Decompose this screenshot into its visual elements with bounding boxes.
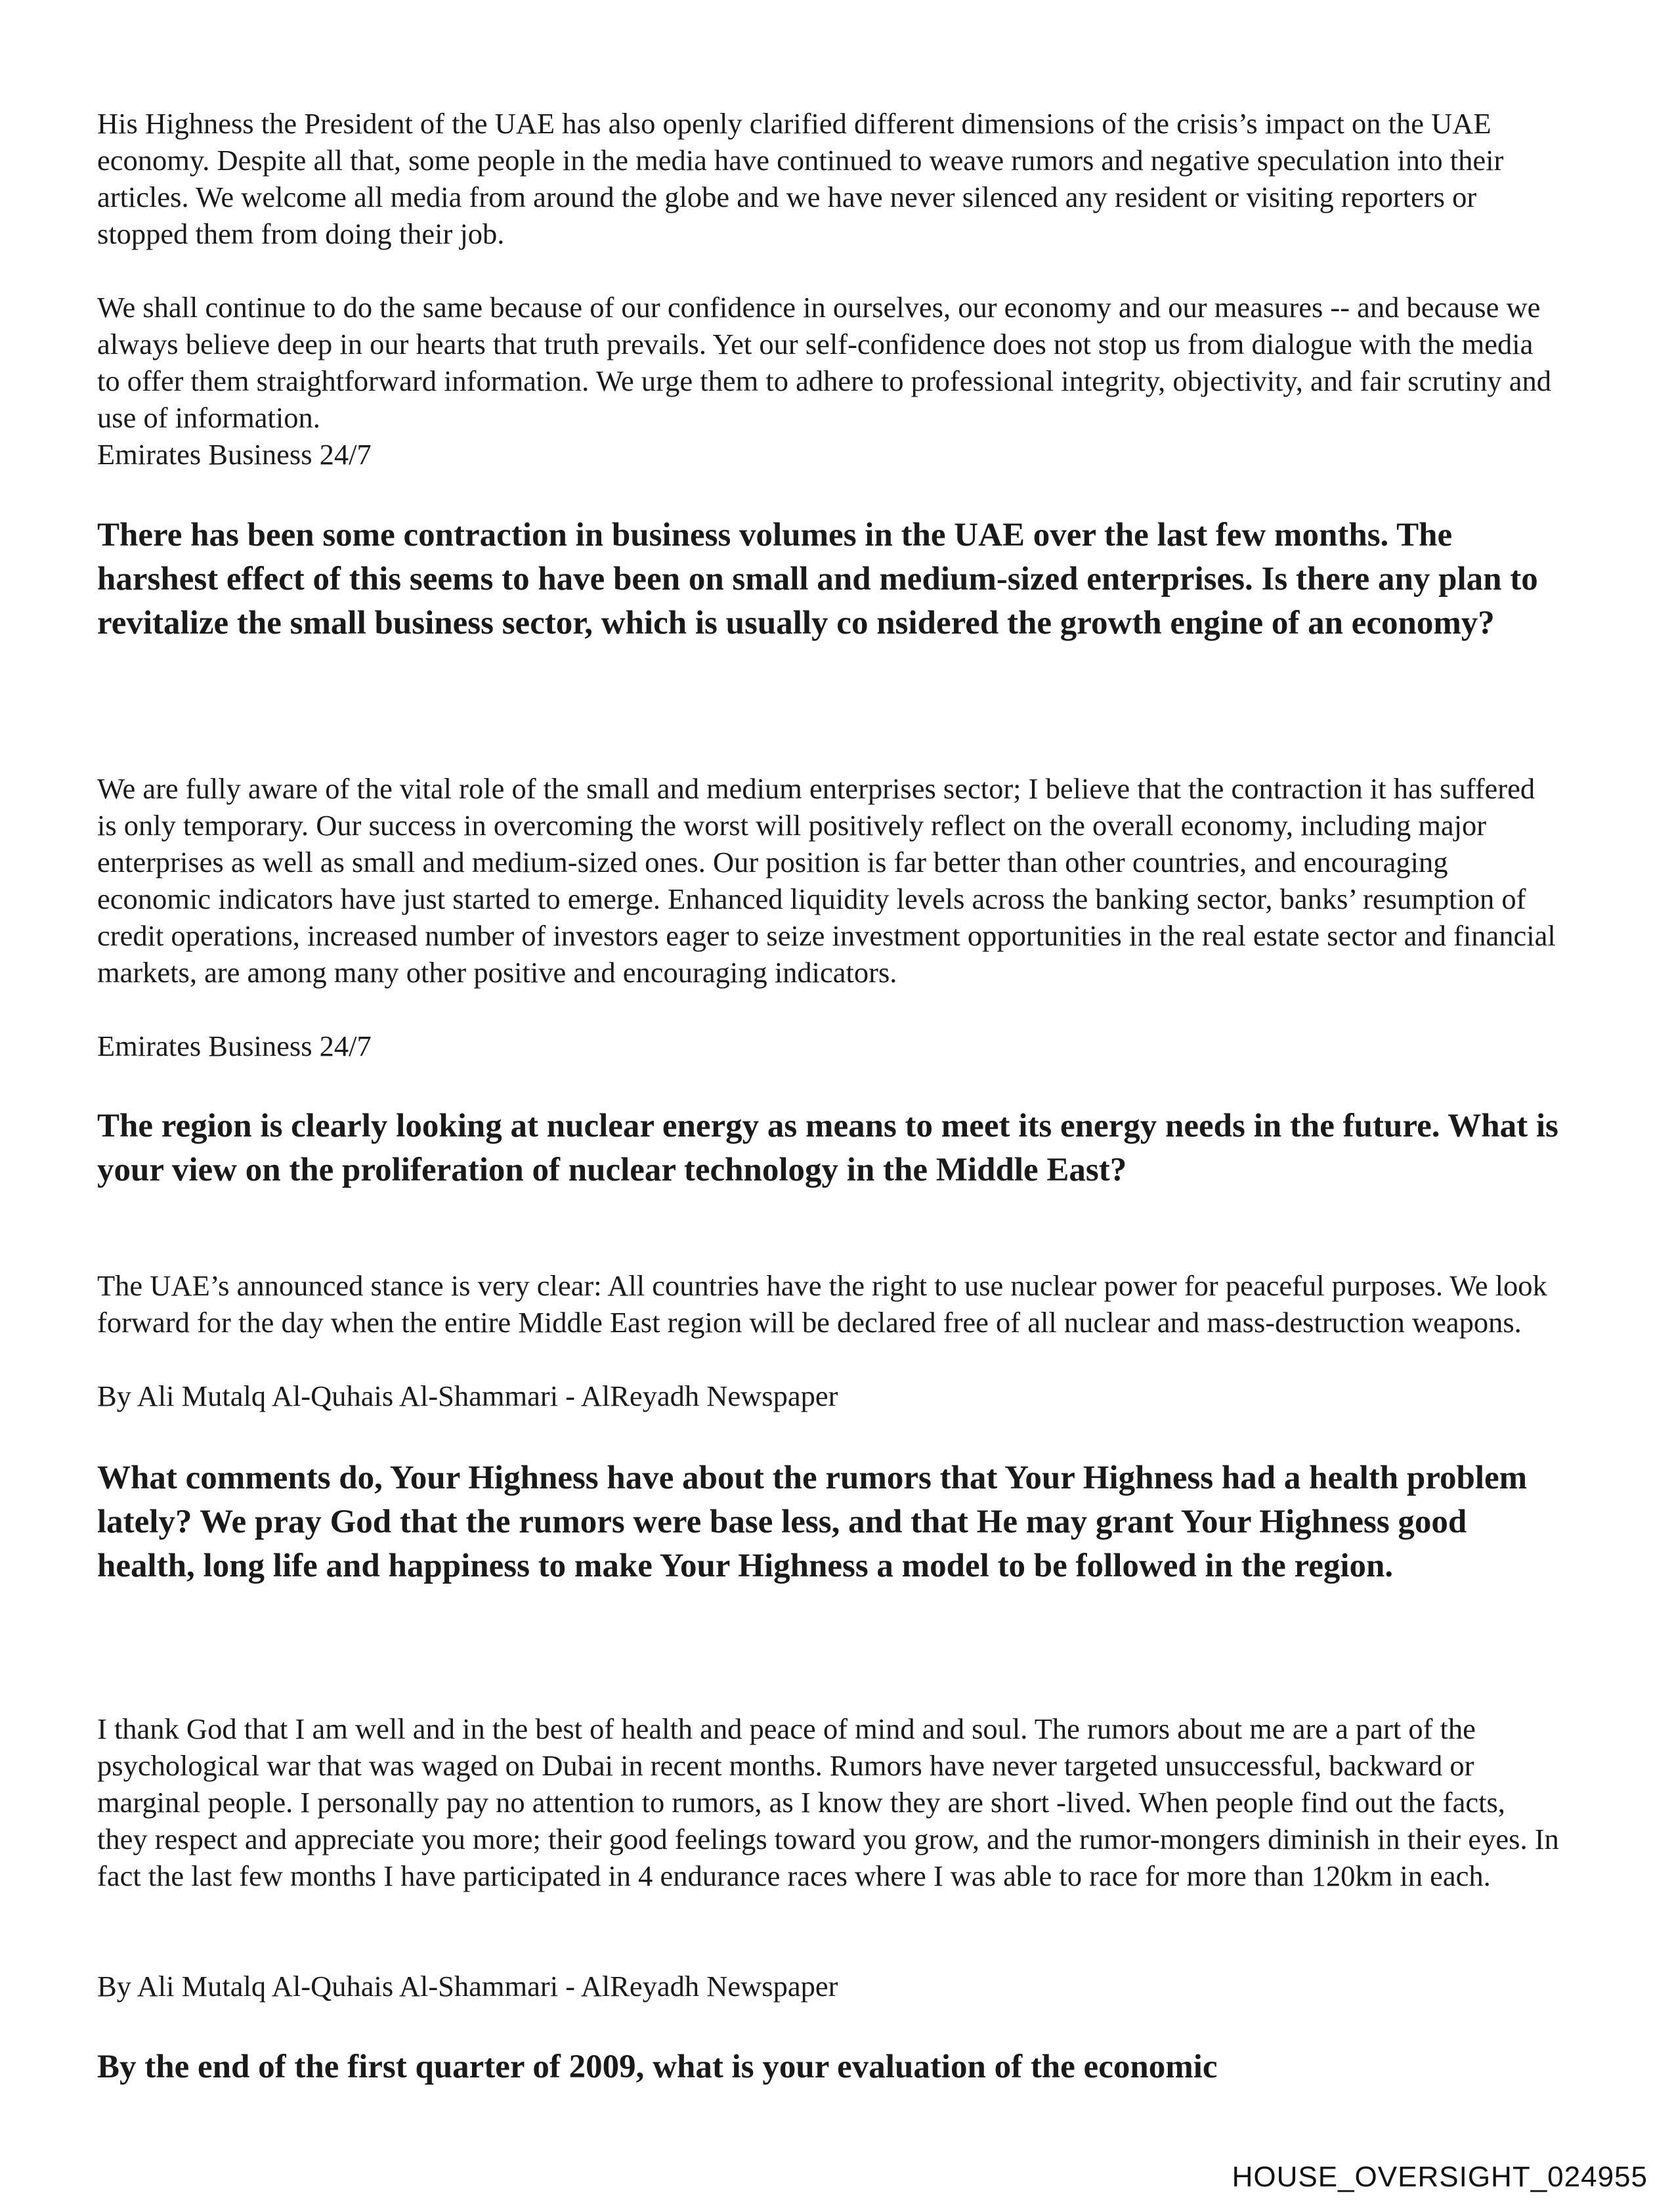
answer-paragraph: [97, 105, 1561, 252]
answer-paragraph: [97, 770, 1561, 991]
question-text: What comments do, Your Highness have about the rumors that Your Highness had a health problem lately? We pray God that the rumors were base less, and that He may grant Your Highness good health, long life and happiness to make Your Highness a model to be followed in the region.: [97, 1460, 1528, 1584]
question-text: By the end of the first quarter of 2009, what is your evaluation of the economic: [97, 2049, 1218, 2085]
source-text: By Ali Mutalq Al-Quhais Al-Shammari - AlReyadh Newspaper: [97, 1379, 838, 1412]
interview-question: [97, 513, 1561, 645]
question-text: The region is clearly looking at nuclear energy as means to meet its energy needs in the future. What is your view on the proliferation of nuclear technology in the Middle East?: [97, 1108, 1558, 1188]
answer-text: I thank God that I am well and in the best of health and peace of mind and soul. The rumors about me are a part of the psychological war that was waged on Dubai in recent months. Rumors have never targeted unsuccessful, backward or marginal people. I personally pay no attention to rumors, as I know they are short -lived. When people find out the facts, they respect and appreciate you more; their good feelings toward you grow, and the rumor-mongers diminish in their eyes. In fact the last few months I have participated in 4 endurance races where I was able to race for more than 120km in each.: [97, 1712, 1559, 1892]
source-text: By Ali Mutalq Al-Quhais Al-Shammari - AlReyadh Newspaper: [97, 1970, 838, 2003]
source-attribution: [97, 1377, 1561, 1414]
question-text: There has been some contraction in business volumes in the UAE over the last few months. The harshest effect of this seems to have been on small and medium-sized enterprises. Is there any plan to revitalize the small business sector, which is usually co nsidered the growth engine of an economy?: [97, 517, 1538, 641]
source-text: Emirates Business 24/7: [97, 1030, 372, 1062]
answer-text: We shall continue to do the same because of our confidence in ourselves, our economy and our measures -- and because we always believe deep in our hearts that truth prevails. Yet our self-confidence does not stop us from dialogue with the media to offer them straightforward information. We urge them to adhere to professional integrity, objectivity, and fair scrutiny and use of information.: [97, 291, 1552, 434]
answer-text: His Highness the President of the UAE has also openly clarified different dimensions of the crisis’s impact on the UAE economy. Despite all that, some people in the media have continued to weave rumors and negative speculation into their articles. We welcome all media from around the globe and we have never silenced any resident or visiting reporters or stopped them from doing their job.: [97, 107, 1504, 250]
answer-paragraph: [97, 1710, 1561, 1894]
answer-text: The UAE’s announced stance is very clear: All countries have the right to use nuclear power for peaceful purposes. We look forward for the day when the entire Middle East region will be declared free of all nuclear and mass-destruction weapons.: [97, 1269, 1547, 1339]
answer-paragraph: [97, 289, 1561, 436]
answer-text: We are fully aware of the vital role of the small and medium enterprises sector; I believe that the contraction it has suffered is only temporary. Our success in overcoming the worst will positively reflect on the overall economy, including major enterprises as well as small and medium-sized ones. Our position is far better than other countries, and encouraging economic indicators have just started to emerge. Enhanced liquidity levels across the banking sector, banks’ resumption of credit operations, increased number of investors eager to seize investment opportunities in the real estate sector and financial markets, are among many other positive and encouraging indicators.: [97, 772, 1556, 989]
source-text: Emirates Business 24/7: [97, 438, 372, 471]
source-attribution: [97, 436, 1561, 473]
source-attribution: [97, 1968, 1561, 2005]
interview-question: [97, 2045, 1561, 2089]
answer-paragraph: [97, 1267, 1561, 1341]
interview-question: [97, 1456, 1561, 1588]
source-attribution: [97, 1028, 1561, 1064]
interview-question: [97, 1104, 1561, 1192]
bates-number: HOUSE_OVERSIGHT_024955: [1232, 2161, 1648, 2193]
